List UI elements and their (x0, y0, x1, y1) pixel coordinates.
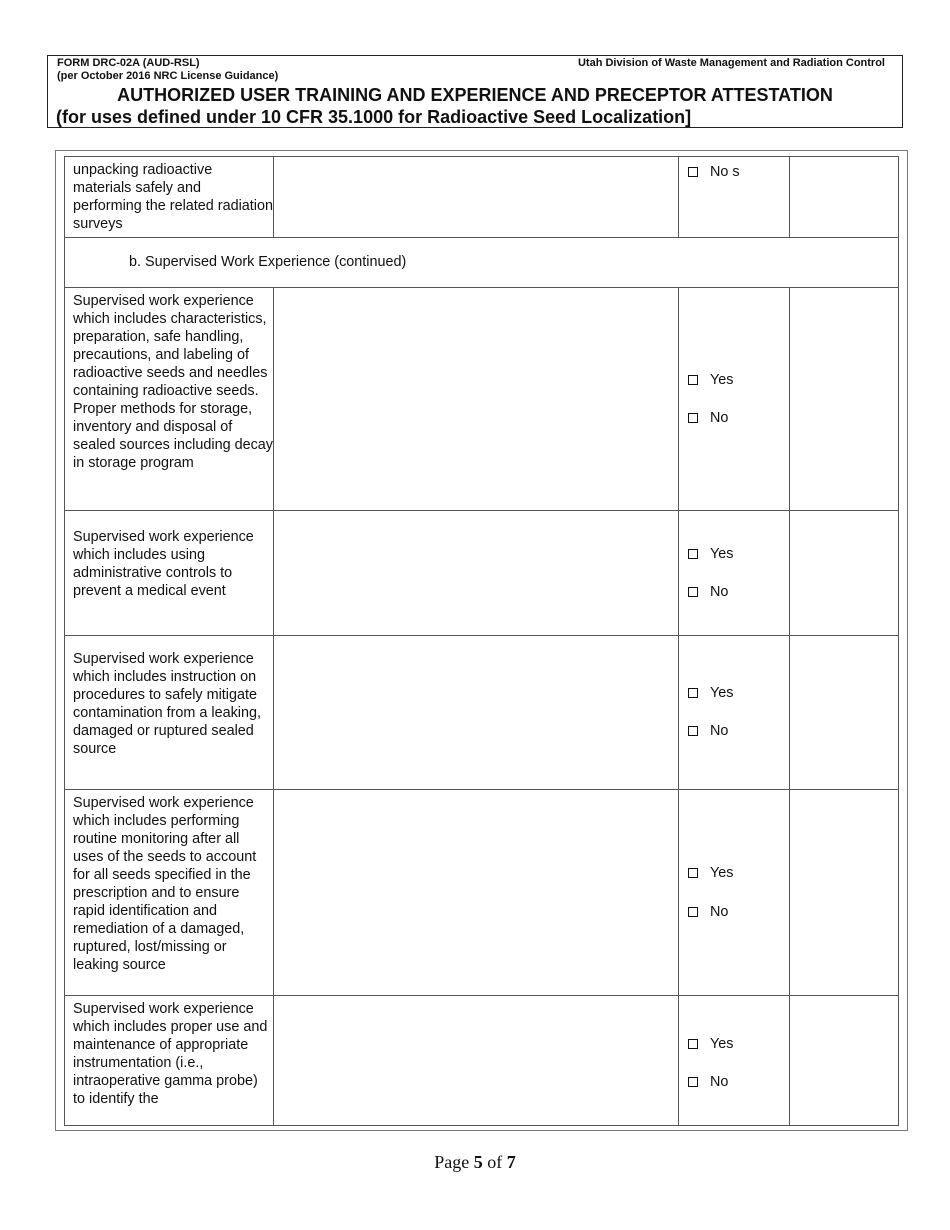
section-label: b. Supervised Work Experience (continued) (129, 254, 407, 270)
checkbox-option-yes[interactable] (688, 371, 733, 389)
form-id: FORM DRC-02A (AUD-RSL) (57, 57, 200, 69)
checkbox-option-no[interactable] (688, 583, 728, 601)
checkbox-option-no[interactable] (688, 722, 728, 740)
checkbox-icon[interactable] (688, 688, 698, 698)
response-cell[interactable] (274, 288, 678, 510)
checkbox-option-yes[interactable] (688, 864, 733, 882)
checkbox-label: No (710, 410, 729, 426)
checkbox-icon[interactable] (688, 587, 698, 597)
checkbox-icon[interactable] (688, 167, 698, 177)
initials-cell[interactable] (790, 790, 898, 995)
checkbox-label: No (710, 904, 729, 920)
checkbox-label: No (710, 584, 729, 600)
row-description: unpacking radioactive materials safely and performing the related radiation surveys (73, 162, 273, 232)
response-cell[interactable] (274, 996, 678, 1125)
table-left-border (64, 156, 65, 1126)
checkbox-icon[interactable] (688, 375, 698, 385)
checkbox-option-yes[interactable] (688, 684, 733, 702)
guidance-note: (per October 2016 NRC License Guidance) (57, 70, 279, 82)
column-divider (678, 156, 679, 237)
checkbox-option-yes[interactable] (688, 1035, 733, 1053)
agency-name: Utah Division of Waste Management and Radiation Control (577, 57, 885, 69)
checkbox-icon[interactable] (688, 868, 698, 878)
checkbox-icon[interactable] (688, 907, 698, 917)
row-description: Supervised work experience which includes characteristics, preparation, safe handling, precautions, and labeling of radioactive seeds and needles containing radioactive seeds. Proper methods for storage, inventory and disposal of sealed sources including decay in storage program (73, 293, 273, 471)
checkbox-icon[interactable] (688, 1039, 698, 1049)
row-description: Supervised work experience which includes performing routine monitoring after all uses of the seeds to account for all seeds specified in the prescription and to ensure rapid identification and remediation of a damaged, ruptured, lost/missing or leaking source (73, 795, 257, 973)
row-description: Supervised work experience which includes instruction on procedures to safely mitigate contamination from a leaking, damaged or ruptured sealed source (73, 651, 261, 757)
checkbox-label: No s (710, 164, 740, 180)
page-number (0, 1152, 950, 1173)
checkbox-label: Yes (710, 685, 734, 701)
checkbox-label: No (710, 1074, 729, 1090)
checkbox-option-no[interactable] (688, 1073, 728, 1091)
page-total: 7 (506, 1152, 516, 1172)
table-right-border (898, 156, 899, 1126)
checkbox-icon[interactable] (688, 413, 698, 423)
checkbox-option-no[interactable] (688, 903, 728, 921)
checkbox-icon[interactable] (688, 726, 698, 736)
checkbox-icon[interactable] (688, 1077, 698, 1087)
initials-cell[interactable] (790, 288, 898, 510)
row-divider (64, 237, 899, 238)
form-subtitle: (for uses defined under 10 CFR 35.1000 for Radioactive Seed Localization] (56, 107, 692, 127)
checkbox-label: Yes (710, 1036, 734, 1052)
row-description: Supervised work experience which includes proper use and maintenance of appropriate instrumentation (i.e., intraoperative gamma probe) to identify the (73, 1001, 268, 1107)
form-header (47, 55, 903, 128)
checkbox-icon[interactable] (688, 549, 698, 559)
row-description: Supervised work experience which includes using administrative controls to prevent a medical event (73, 529, 254, 599)
page-word: Page (434, 1152, 470, 1172)
checkbox-label: Yes (710, 372, 734, 388)
column-divider (678, 287, 679, 1125)
checkbox-label: No (710, 723, 729, 739)
checkbox-label: Yes (710, 865, 734, 881)
initials-cell[interactable] (790, 996, 898, 1125)
table-bottom-border (64, 1125, 899, 1126)
response-cell[interactable] (274, 511, 678, 635)
form-title: AUTHORIZED USER TRAINING AND EXPERIENCE AND PRECEPTOR ATTESTATION (117, 85, 833, 105)
initials-cell[interactable] (790, 511, 898, 635)
checkbox-label: Yes (710, 546, 734, 562)
checkbox-option-no[interactable] (688, 409, 728, 427)
checkbox-option-yes[interactable] (688, 545, 733, 563)
page-current: 5 (473, 1152, 483, 1172)
initials-cell[interactable] (790, 157, 898, 237)
response-cell[interactable] (274, 790, 678, 995)
of-word: of (487, 1152, 503, 1172)
response-cell[interactable] (274, 636, 678, 789)
response-cell[interactable] (274, 157, 678, 237)
checkbox-option-no[interactable] (688, 163, 740, 181)
initials-cell[interactable] (790, 636, 898, 789)
